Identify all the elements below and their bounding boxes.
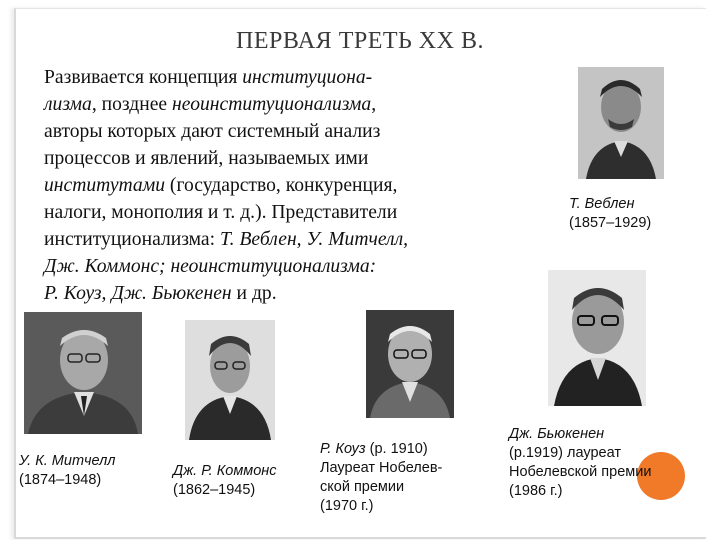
- caption-years: (1857–1929): [569, 215, 652, 231]
- paragraph-line: [44, 199, 544, 226]
- paragraph-segment: ,: [371, 94, 377, 115]
- paragraph-segment: (государство, конкуренция,: [165, 175, 398, 196]
- paragraph-segment: , позднее: [91, 94, 173, 115]
- paragraph-line: [44, 118, 544, 145]
- paragraph-segment: лизма: [44, 94, 92, 115]
- portrait-veblen: [578, 67, 664, 179]
- paragraph-segment: Р. Коуз, Дж. Бьюкенен: [44, 283, 232, 304]
- caption-name: У. К. Митчелл: [19, 453, 116, 469]
- caption-buchanan: [509, 425, 651, 501]
- paragraph-segment: институциона-: [242, 67, 373, 88]
- paragraph-line: [44, 226, 544, 253]
- caption-veblen: [569, 195, 651, 233]
- caption-commons: [173, 462, 277, 500]
- paragraph-line: [44, 64, 544, 91]
- paragraph-line: [44, 145, 544, 172]
- portrait-buchanan: [548, 270, 646, 406]
- paragraph-segment: Т. Веблен, У. Митчелл,: [219, 229, 409, 250]
- portrait-commons: [185, 320, 275, 440]
- paragraph-segment: налоги, монополия и т. д.). Представители: [44, 202, 398, 223]
- paragraph-line: [44, 280, 544, 307]
- portrait-coase: [366, 310, 454, 418]
- caption-years: (р. 1910): [365, 441, 428, 457]
- caption-name: Дж. Р. Коммонс: [173, 463, 277, 479]
- slide-title: ПЕРВАЯ ТРЕТЬ XX В.: [236, 28, 484, 54]
- paragraph-line: [44, 91, 544, 118]
- portrait-mitchell: [24, 312, 142, 434]
- caption-years: (1874–1948): [19, 472, 102, 488]
- paragraph-segment: процессов и явлений, называемых ими: [44, 148, 369, 169]
- caption-line: (1986 г.): [509, 483, 563, 499]
- paragraph-line: [44, 172, 544, 199]
- body-paragraph: [44, 64, 544, 307]
- caption-name: Дж. Бьюкенен: [509, 426, 605, 442]
- paragraph-segment: неоинституционализма: [172, 94, 372, 115]
- caption-line: Лауреат Нобелев-: [320, 460, 443, 476]
- caption-line: ской премии: [320, 479, 405, 495]
- paragraph-segment: институтами: [44, 175, 166, 196]
- paragraph-segment: и др.: [231, 283, 277, 304]
- caption-name: Р. Коуз: [320, 441, 366, 457]
- caption-years: (1862–1945): [173, 482, 256, 498]
- caption-coase: [320, 440, 442, 516]
- caption-line: (1970 г.): [320, 498, 374, 514]
- paragraph-segment: авторы которых дают системный анализ: [44, 121, 381, 142]
- paragraph-line: [44, 253, 544, 280]
- paragraph-segment: Дж. Коммонс; неоинституционализма:: [44, 256, 377, 277]
- caption-line: Нобелевской премии: [509, 464, 652, 480]
- caption-line: (р.1919) лауреат: [509, 445, 621, 461]
- caption-name: Т. Веблен: [569, 196, 635, 212]
- paragraph-segment: институционализма:: [44, 229, 220, 250]
- paragraph-segment: Развивается концепция: [44, 67, 243, 88]
- caption-mitchell: [19, 452, 115, 490]
